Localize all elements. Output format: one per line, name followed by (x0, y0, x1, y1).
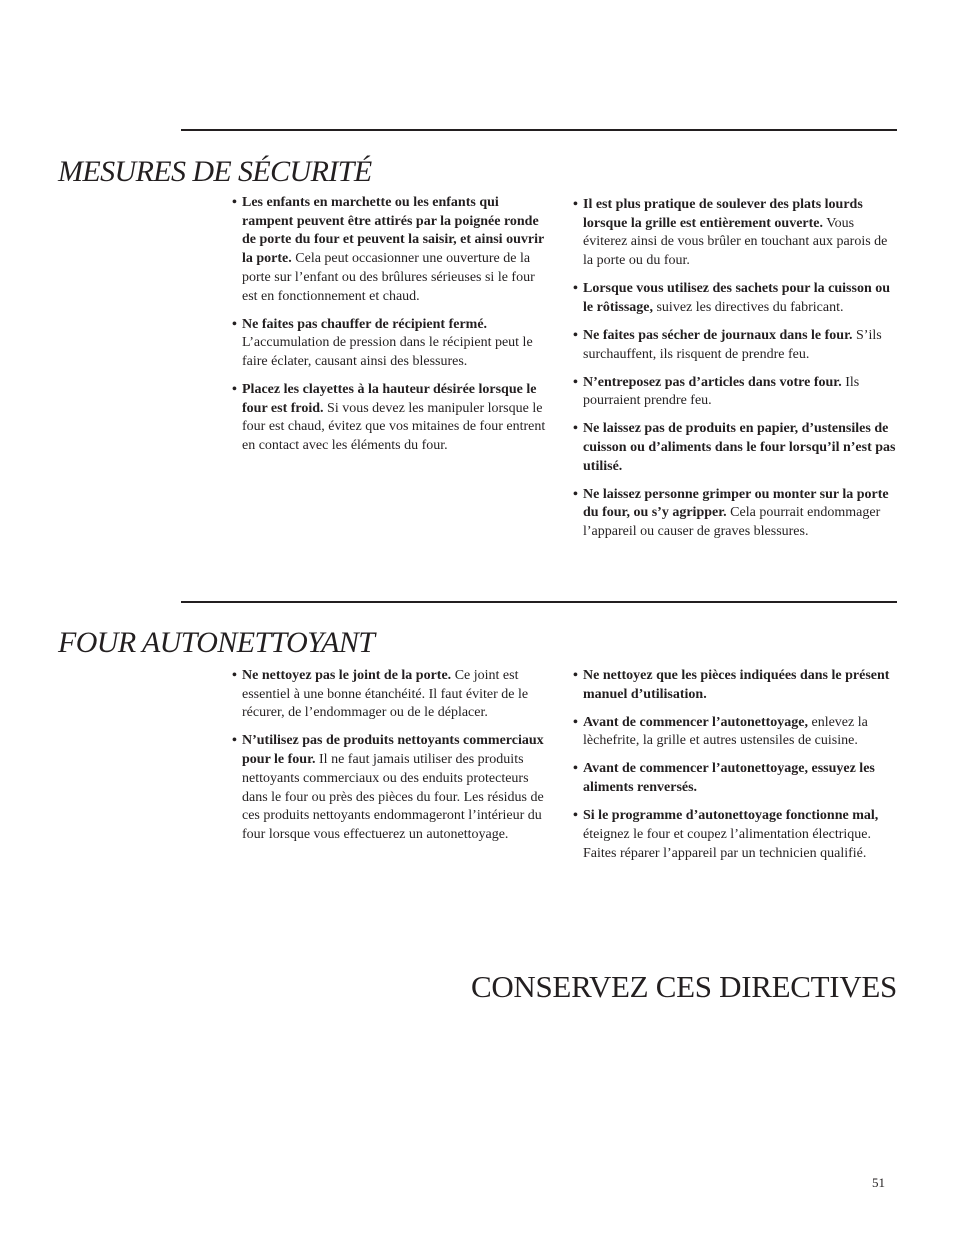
bullet-item (573, 807, 897, 863)
bullet-item (232, 667, 552, 723)
bullet-item-bold-text: Avant de commencer l’autonettoyage, (583, 714, 808, 730)
bullet-item-text: L’accumulation de pression dans le récipient peut le faire éclater, causant ainsi des blessures. (242, 335, 533, 369)
bullet-item-bold-text: Ne faites pas sécher de journaux dans le four. (583, 327, 853, 343)
bullet-item-text: Il ne faut jamais utiliser des produits nettoyants commerciaux ou des enduits protecteurs dans le four ou près des pièces du four. Les résidus de ces produits nettoyants endommageront l’intérieur du four lorsque vous effectuerez un autonettoyage. (242, 752, 544, 842)
bullet-item-text: Ce joint est essentiel à une bonne étanchéité. Il faut éviter de le récurer, de l’endommager ou de le déplacer. (242, 668, 529, 721)
bullet-item-bold-text: Ne nettoyez que les pièces indiquées dans le présent manuel d’utilisation. (583, 668, 890, 702)
bullet-item-bold-text: N’entreposez pas d’articles dans votre four. (583, 374, 842, 390)
bullet-item-bold-text: Lorsque vous utilisez des sachets pour la cuisson ou le rôtissage, (583, 281, 891, 315)
bullet-item-bold-text: Si le programme d’autonettoyage fonctionne mal, (583, 808, 879, 824)
bullet-item-bold-text: Ne laissez pas de produits en papier, d’ustensiles de cuisson ou d’aliments dans le four lorsqu’il n’est pas utilisé. (583, 421, 896, 474)
bullet-item-bold-text: Ne faites pas chauffer de récipient fermé. (242, 316, 488, 332)
bullet-item-text: enlevez la lèchefrite, la grille et autres ustensiles de cuisine. (583, 714, 868, 749)
bullet-item (573, 714, 897, 751)
bullet-item (573, 327, 897, 364)
bullet-item-text: S’ils surchauffent, ils risquent de prendre feu. (583, 327, 882, 362)
section-rule-safety (181, 129, 897, 131)
section-title-self-clean: FOUR AUTONETTOYANT (58, 626, 375, 659)
bullet-item (573, 196, 897, 271)
bullet-item-text: éteignez le four et coupez l’alimentation électrique. Faites réparer l’appareil par un technicien qualifié. (583, 826, 872, 861)
bullet-item (232, 194, 552, 306)
bullet-item (573, 420, 897, 476)
bullet-item (573, 760, 897, 797)
bullet-item-text: Ils pourraient prendre feu. (583, 374, 860, 409)
bullet-item-bold-text: N’utilisez pas de produits nettoyants commerciaux pour le four. (242, 733, 544, 768)
bullet-item (573, 486, 897, 542)
bullet-item-text: Vous éviterez ainsi de vous brûler en touchant aux parois de la porte ou du four. (583, 215, 888, 269)
bullet-item (232, 732, 552, 844)
bullet-item (232, 381, 552, 456)
bullet-item (573, 667, 897, 704)
page-number: 51 (872, 1175, 885, 1190)
bullet-item (573, 280, 897, 317)
bullet-item-text: suivez les directives du fabricant. (652, 299, 844, 315)
safety-right-column (573, 196, 897, 551)
bullet-item-bold-text: Avant de commencer l’autonettoyage, essuyez les aliments renversés. (583, 761, 875, 796)
self-clean-left-column (232, 667, 552, 854)
bullet-item-bold-text: Placez les clayettes à la hauteur désirée lorsque le four est froid. (242, 381, 537, 416)
section-rule-self-clean (181, 601, 897, 603)
bullet-item (232, 316, 552, 372)
section-title-safety: MESURES DE SÉCURITÉ (58, 155, 372, 188)
bullet-item-bold-text: Ne nettoyez pas le joint de la porte. (242, 668, 452, 683)
bullet-item-text: Cela peut occasionner une ouverture de la porte sur l’enfant ou des brûlures sérieuses si le four est en fonctionnement et chaud. (242, 251, 535, 304)
bullet-item (573, 374, 897, 411)
bullet-item-bold-text: Il est plus pratique de soulever des plats lourds lorsque la grille est entièrement ouverte. (583, 197, 863, 231)
bullet-item-bold-text: Ne laissez personne grimper ou monter sur la porte du four, ou s’y agripper. (583, 486, 889, 521)
safety-left-column (232, 194, 552, 465)
save-instructions-title: CONSERVEZ CES DIRECTIVES (470, 969, 897, 1004)
self-clean-right-column (573, 667, 897, 873)
bullet-item-text: Si vous devez les manipuler lorsque le four est chaud, évitez que vos mitaines de four entrent en contact avec les éléments du four. (242, 400, 546, 454)
bullet-item-text: Cela pourrait endommager l’appareil ou causer de graves blessures. (583, 505, 881, 540)
bullet-item-bold-text: Les enfants en marchette ou les enfants qui rampent peuvent être attirés par la poignée ronde de porte du four et peuvent la saisir, et ainsi ouvrir la porte. (242, 195, 544, 267)
